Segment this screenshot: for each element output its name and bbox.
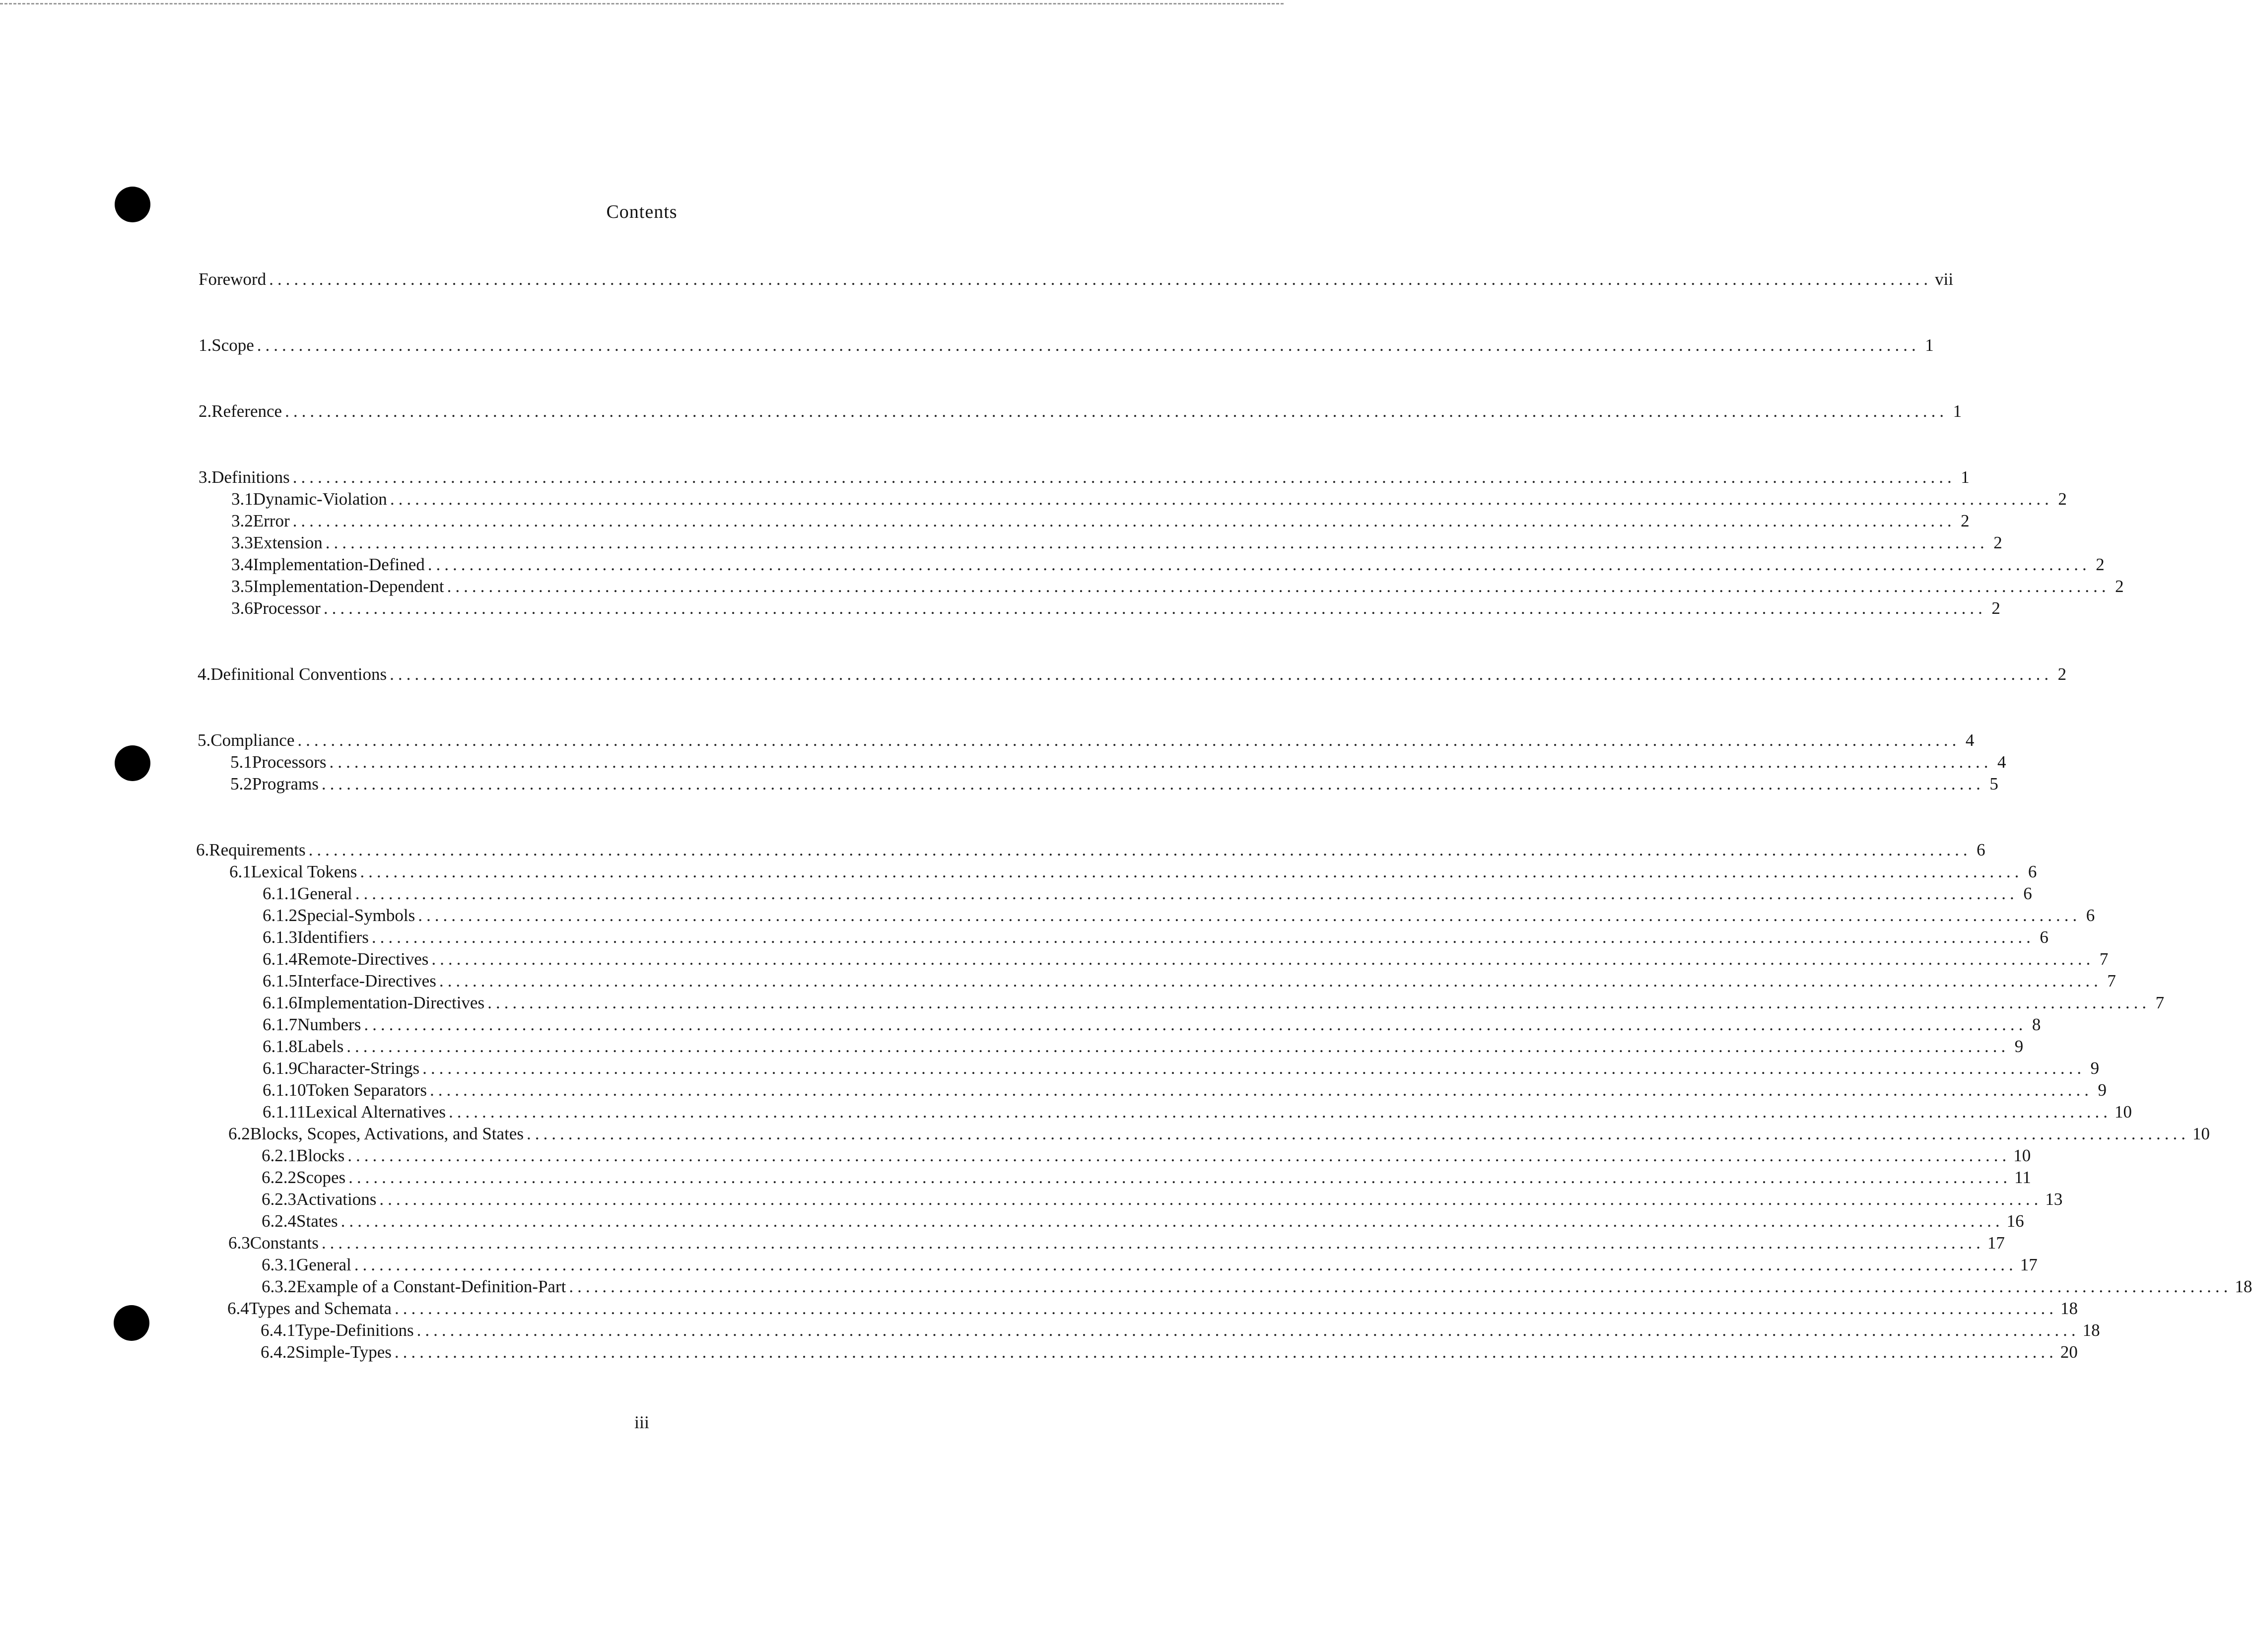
toc-entry-number: 6.1.5 xyxy=(263,971,297,991)
toc-entry-number: 3.4 xyxy=(231,555,253,574)
toc-entry-page: 16 xyxy=(2006,1211,2024,1231)
toc-entry-label: Character-Strings xyxy=(297,1058,420,1078)
toc-entry-label: Lexical Alternatives xyxy=(305,1102,446,1122)
toc-entry[interactable] xyxy=(262,1254,2038,1276)
toc-entry-number: 3.3 xyxy=(231,533,253,552)
toc-entry-label: Example of a Constant-Definition-Part xyxy=(296,1277,566,1296)
toc-entry[interactable] xyxy=(229,860,2037,883)
toc-entry-number: 5. xyxy=(198,730,211,750)
toc-leader-dots: ........................................................................................................................................................................................................ xyxy=(341,1211,2004,1231)
toc-leader-dots: ........................................................................................................................................................................................................ xyxy=(449,1102,2112,1122)
toc-entry-page: 6 xyxy=(2040,927,2048,947)
toc-entry-page: 2 xyxy=(1993,533,2002,552)
toc-entry[interactable] xyxy=(262,1166,2031,1189)
toc-entry-number: 6. xyxy=(196,840,209,859)
toc-entry[interactable] xyxy=(263,970,2116,992)
toc-leader-dots: ........................................................................................................................................................................................................ xyxy=(347,1146,2011,1165)
toc-leader-dots: ........................................................................................................................................................................................................ xyxy=(346,1037,2010,1056)
toc-entry-label: General xyxy=(296,1255,351,1274)
toc-entry-number: 4. xyxy=(198,664,211,684)
toc-leader-dots: ........................................................................................................................................................................................................ xyxy=(390,664,2053,684)
toc-entry-page: 5 xyxy=(1989,774,1998,793)
toc-entry-page: 20 xyxy=(2060,1342,2078,1362)
toc-entry-label: Implementation-Directives xyxy=(297,993,485,1012)
toc-entry-label: Blocks, Scopes, Activations, and States xyxy=(250,1124,524,1143)
toc-entry-label: Identifiers xyxy=(297,927,369,947)
toc-entry-page: 2 xyxy=(2057,664,2067,684)
toc-entry[interactable] xyxy=(199,334,1934,357)
toc-entry-page: 18 xyxy=(2082,1321,2100,1340)
toc-leader-dots: ........................................................................................................................................................................................................ xyxy=(297,730,1961,750)
toc-leader-dots: ........................................................................................................................................................................................................ xyxy=(416,1321,2080,1340)
toc-entry-page: 7 xyxy=(2099,949,2109,969)
toc-entry-page: 6 xyxy=(2023,884,2032,903)
toc-leader-dots: ........................................................................................................................................................................................................ xyxy=(371,927,2035,947)
toc-entry[interactable] xyxy=(263,991,2165,1014)
toc-entry-label: Activations xyxy=(296,1189,377,1209)
toc-entry-number: 6.2.1 xyxy=(262,1146,296,1165)
toc-entry[interactable] xyxy=(228,1123,2210,1145)
toc-leader-dots: ........................................................................................................................................................................................................ xyxy=(348,1168,2012,1187)
toc-entry-number: 3.2 xyxy=(231,511,253,530)
toc-entry-page: 2 xyxy=(2058,489,2067,509)
toc-entry-page: 2 xyxy=(2096,555,2105,574)
toc-entry-page: 9 xyxy=(2090,1058,2100,1078)
toc-entry-number: 6.1.10 xyxy=(263,1080,306,1100)
toc-entry-label: Implementation-Defined xyxy=(253,555,425,574)
toc-entry[interactable] xyxy=(231,575,2124,598)
page-title: Contents xyxy=(606,201,678,222)
toc-entry-number: 2. xyxy=(199,401,212,421)
toc-entry-page: 10 xyxy=(2013,1146,2031,1165)
toc-entry-label: Token Separators xyxy=(306,1080,427,1100)
toc-entry-page: 7 xyxy=(2155,993,2165,1012)
toc-entry-page: 2 xyxy=(2115,577,2124,596)
toc-entry-number: 5.2 xyxy=(230,774,252,793)
toc-entry-page: 2 xyxy=(1991,598,2000,618)
toc-entry-label: Types and Schemata xyxy=(249,1299,392,1318)
toc-entry[interactable] xyxy=(262,1144,2031,1167)
toc-leader-dots: ........................................................................................................................................................................................................ xyxy=(292,511,1956,530)
toc-leader-dots: ........................................................................................................................................................................................................ xyxy=(292,467,1956,487)
toc-entry[interactable] xyxy=(261,1341,2078,1364)
toc-entry-label: Scope xyxy=(211,335,254,355)
toc-entry-label: Implementation-Dependent xyxy=(253,577,444,596)
toc-entry-number: 6.2.2 xyxy=(262,1168,296,1187)
toc-entry-label: Definitional Conventions xyxy=(210,664,387,684)
toc-entry-label: Special-Symbols xyxy=(297,906,415,925)
toc-entry-number: 6.1.9 xyxy=(263,1058,297,1078)
toc-leader-dots: ........................................................................................................................................................................................................ xyxy=(422,1058,2086,1078)
toc-entry-number: 6.3.1 xyxy=(262,1255,296,1274)
toc-entry-number: 6.3.2 xyxy=(262,1277,296,1296)
toc-leader-dots: ........................................................................................................................................................................................................ xyxy=(439,971,2102,991)
toc-entry-page: 7 xyxy=(2107,971,2116,991)
toc-entry-label: Compliance xyxy=(210,730,295,750)
toc-entry[interactable] xyxy=(231,597,2000,620)
toc-leader-dots: ........................................................................................................................................................................................................ xyxy=(379,1189,2043,1209)
toc-entry[interactable] xyxy=(228,1232,2005,1255)
toc-entry-label: Blocks xyxy=(296,1146,345,1165)
toc-entry-label: General xyxy=(297,884,352,903)
toc-entry-label: Lexical Tokens xyxy=(251,862,357,881)
toc-leader-dots: ........................................................................................................................................................................................................ xyxy=(390,489,2053,509)
toc-entry-number: 6.4.1 xyxy=(261,1321,295,1340)
toc-entry-number: 5.1 xyxy=(230,752,252,772)
toc-leader-dots: ........................................................................................................................................................................................................ xyxy=(364,1015,2027,1034)
toc-entry-page: 10 xyxy=(2115,1102,2132,1122)
toc-entry[interactable] xyxy=(196,839,1985,861)
toc-entry-label: Processors xyxy=(252,752,327,772)
toc-entry-page: 13 xyxy=(2045,1189,2063,1209)
toc-leader-dots: ........................................................................................................................................................................................................ xyxy=(257,335,1920,355)
page-number: iii xyxy=(634,1412,649,1432)
toc-leader-dots: ........................................................................................................................................................................................................ xyxy=(394,1299,2057,1318)
toc-entry-page: 1 xyxy=(1925,335,1934,355)
toc-entry-label: Scopes xyxy=(296,1168,346,1187)
toc-entry[interactable] xyxy=(231,488,2067,511)
toc-entry[interactable] xyxy=(231,510,1970,532)
toc-leader-dots: ........................................................................................................................................................................................................ xyxy=(418,906,2081,925)
toc-entry-label: Interface-Directives xyxy=(297,971,436,991)
toc-entry-number: 6.2 xyxy=(228,1124,250,1143)
toc-leader-dots: ........................................................................................................................................................................................................ xyxy=(329,752,1992,772)
toc-entry-number: 3.6 xyxy=(231,598,253,618)
toc-entry[interactable] xyxy=(263,904,2095,927)
toc-leader-dots: ........................................................................................................................................................................................................ xyxy=(285,401,1948,421)
toc-entry-page: 4 xyxy=(1997,752,2006,772)
toc-entry-label: Programs xyxy=(252,774,319,793)
toc-entry[interactable] xyxy=(262,1188,2063,1211)
toc-leader-dots: ........................................................................................................................................................................................................ xyxy=(269,269,1932,289)
toc-entry[interactable] xyxy=(262,1210,2024,1233)
toc-entry-label: Dynamic-Violation xyxy=(253,489,387,509)
toc-entry[interactable] xyxy=(263,1101,2132,1123)
toc-entry-label: Extension xyxy=(253,533,323,552)
toc-entry[interactable] xyxy=(231,531,2002,554)
toc-leader-dots: ........................................................................................................................................................................................................ xyxy=(308,840,1972,859)
toc-entry-number: 6.1.2 xyxy=(263,906,297,925)
toc-entry-number: 3. xyxy=(199,467,212,487)
toc-entry-number: 6.1.1 xyxy=(263,884,297,903)
toc-entry-label: States xyxy=(296,1211,338,1231)
toc-entry-number: 6.3 xyxy=(228,1233,250,1253)
toc-entry-page: 1 xyxy=(1953,401,1962,421)
toc-leader-dots: ........................................................................................................................................................................................................ xyxy=(394,1342,2057,1362)
toc-entry[interactable] xyxy=(199,466,1970,489)
toc-entry-number: 3.1 xyxy=(231,489,253,509)
toc-leader-dots: ........................................................................................................................................................................................................ xyxy=(321,1233,1984,1253)
toc-leader-dots: ........................................................................................................................................................................................................ xyxy=(355,884,2018,903)
toc-entry-label: Type-Definitions xyxy=(295,1321,414,1340)
toc-entry[interactable] xyxy=(198,729,1975,752)
toc-leader-dots: ........................................................................................................................................................................................................ xyxy=(325,533,1988,552)
toc-entry-page: 2 xyxy=(1961,511,1970,530)
toc-entry-page: 18 xyxy=(2235,1277,2252,1296)
toc-entry-label: Requirements xyxy=(209,840,306,859)
toc-entry-number: 6.4.2 xyxy=(261,1342,295,1362)
toc-entry[interactable] xyxy=(230,773,1998,795)
toc-entry-label: Constants xyxy=(250,1233,319,1253)
toc-entry-page: 11 xyxy=(2014,1168,2031,1187)
toc-entry[interactable] xyxy=(261,1319,2100,1342)
toc-leader-dots: ........................................................................................................................................................................................................ xyxy=(526,1124,2189,1143)
toc-entry-number: 6.1.8 xyxy=(263,1037,297,1056)
toc-entry[interactable] xyxy=(263,882,2032,905)
toc-entry[interactable] xyxy=(263,1035,2024,1058)
toc-leader-dots: ........................................................................................................................................................................................................ xyxy=(360,862,2023,881)
toc-entry-page: 18 xyxy=(2060,1299,2078,1318)
toc-entry-label: Error xyxy=(253,511,290,530)
toc-leader-dots: ........................................................................................................................................................................................................ xyxy=(354,1255,2017,1274)
toc-entry[interactable] xyxy=(263,926,2048,949)
toc-entry[interactable] xyxy=(263,1057,2100,1080)
toc-entry-number: 6.1.3 xyxy=(263,927,297,947)
toc-entry-label: Definitions xyxy=(211,467,290,487)
toc-entry-label: Simple-Types xyxy=(295,1342,392,1362)
toc-leader-dots: ........................................................................................................................................................................................................ xyxy=(323,598,1986,618)
toc-entry-label: Reference xyxy=(211,401,282,421)
toc-entry[interactable] xyxy=(227,1297,2078,1320)
toc-entry-page: 6 xyxy=(2086,906,2095,925)
toc-entry-number: 3.5 xyxy=(231,577,253,596)
toc-leader-dots: ........................................................................................................................................................................................................ xyxy=(569,1277,2232,1296)
toc-entry-page: 9 xyxy=(2098,1080,2107,1100)
toc-leader-dots: ........................................................................................................................................................................................................ xyxy=(431,949,2095,969)
toc-leader-dots: ........................................................................................................................................................................................................ xyxy=(429,1080,2093,1100)
toc-entry-number: 1. xyxy=(199,335,212,355)
toc-entry-label: Labels xyxy=(297,1037,344,1056)
toc-entry-number: 6.1.7 xyxy=(263,1015,297,1034)
toc-entry-number: 6.1.6 xyxy=(263,993,297,1012)
toc-entry[interactable] xyxy=(263,1013,2041,1036)
toc-entry-number: 6.1.4 xyxy=(263,949,297,969)
toc-entry-page: vii xyxy=(1935,269,1954,289)
toc-entry[interactable] xyxy=(199,268,1954,291)
toc-entry[interactable] xyxy=(262,1275,2252,1298)
toc-entry[interactable] xyxy=(263,948,2109,971)
toc-entry-page: 10 xyxy=(2192,1124,2210,1143)
toc-entry[interactable] xyxy=(263,1079,2107,1102)
toc-entry[interactable] xyxy=(198,663,2067,686)
toc-leader-dots: ........................................................................................................................................................................................................ xyxy=(447,577,2110,596)
toc-entry-page: 8 xyxy=(2032,1015,2041,1034)
toc-entry-number: 6.2.4 xyxy=(262,1211,296,1231)
toc-entry-page: 17 xyxy=(2020,1255,2038,1274)
toc-leader-dots: ........................................................................................................................................................................................................ xyxy=(427,555,2091,574)
toc-entry-page: 9 xyxy=(2014,1037,2024,1056)
toc-entry-number: 6.2.3 xyxy=(262,1189,296,1209)
toc-entry-label: Numbers xyxy=(297,1015,361,1034)
toc-leader-dots: ........................................................................................................................................................................................................ xyxy=(487,993,2151,1012)
toc-entry[interactable] xyxy=(230,751,2006,774)
toc-entry[interactable] xyxy=(199,400,1962,423)
toc-entry-number: 6.4 xyxy=(227,1299,249,1318)
toc-entry-label: Remote-Directives xyxy=(297,949,429,969)
toc-entry-page: 4 xyxy=(1965,730,1975,750)
toc-entry-number: 6.1.11 xyxy=(263,1102,306,1122)
toc-entry-page: 17 xyxy=(1987,1233,2005,1253)
toc-entry-number: 6.1 xyxy=(229,862,251,881)
toc-entry-page: 1 xyxy=(1961,467,1970,487)
toc-leader-dots: ........................................................................................................................................................................................................ xyxy=(321,774,1984,793)
toc-entry-page: 6 xyxy=(2028,862,2037,881)
toc-entry-label: Foreword xyxy=(199,269,267,289)
toc-entry-page: 6 xyxy=(1977,840,1985,859)
toc-entry-label: Processor xyxy=(253,598,321,618)
toc-entry[interactable] xyxy=(231,553,2105,576)
